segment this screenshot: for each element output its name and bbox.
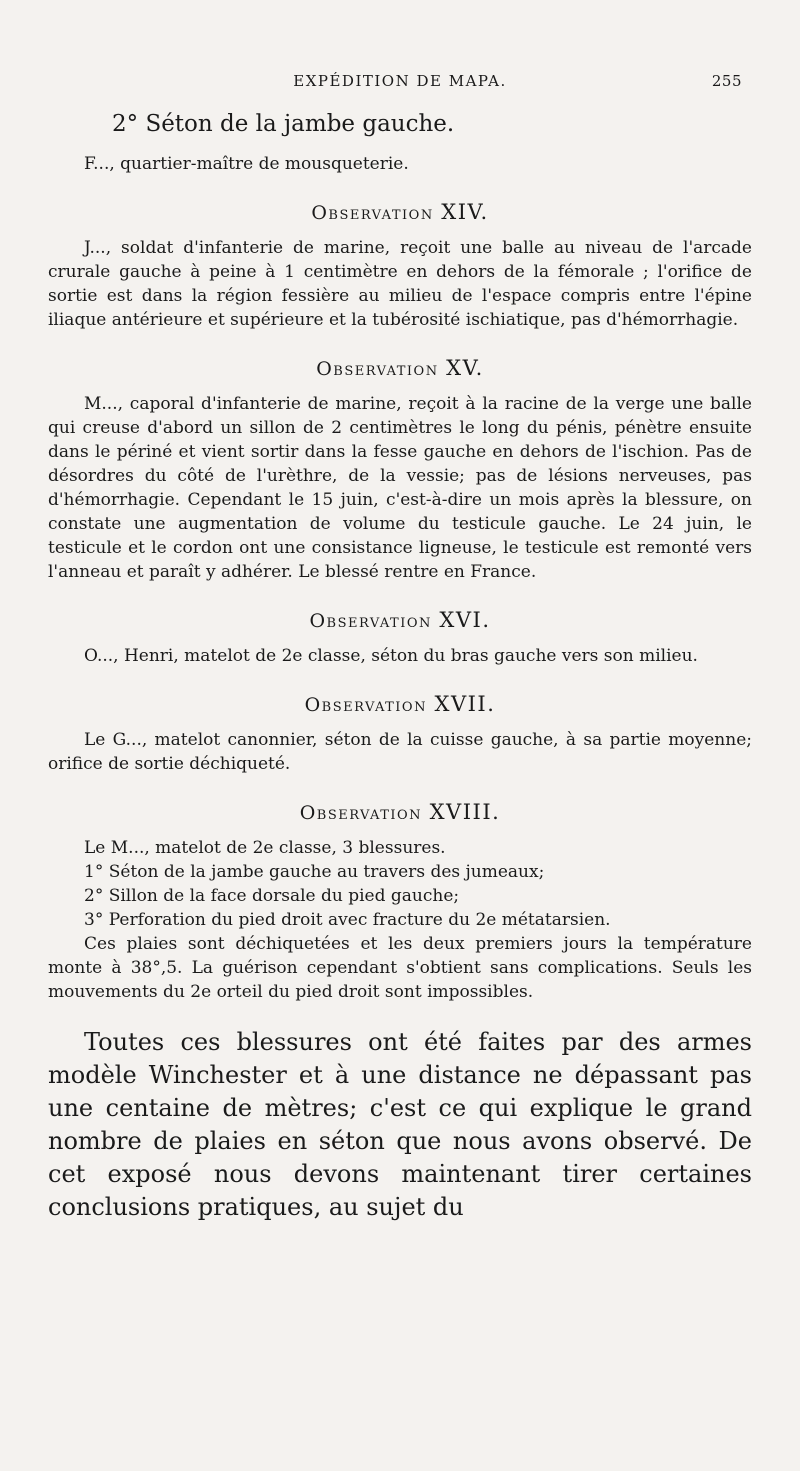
- entry-text: F..., quartier-maître de mousqueterie.: [84, 154, 409, 174]
- page-number: 255: [711, 72, 742, 90]
- observation-text: M..., caporal d'infanterie de marine, reçoit à la racine de la verge une balle qui creuse d'abord un sillon de 2 centimètres le long du pénis, pénètre ensuite dans le périné et vient sortir dans la fesse gauche en dehors de l'ischion. Pas de désordres du côté de l'urèthre, de la vessie; pas de lésions nerveuses, pas d'hémorrhagie. Cependant le 15 juin, c'est-à-dire un mois après la blessure, on constate une augmentation de volume du testicule gauche. Le 24 juin, le testicule et le cordon ont une consistance ligneuse, le testicule est remonté vers l'anneau et paraît y adhérer. Le blessé rentre en France.: [48, 394, 752, 582]
- observation-heading: [48, 608, 752, 632]
- observation-heading: [48, 356, 752, 380]
- observation-label: Observation: [299, 802, 423, 824]
- observation-heading: [48, 800, 752, 824]
- observation-text: J..., soldat d'infanterie de marine, reçoit une balle au niveau de l'arcade crurale gauche à peine à 1 centimètre en dehors de la fémorale ; l'orifice de sortie est dans la région fessière au milieu de l'espace compris entre l'épine iliaque antérieure et supérieure et la tubérosité ischiatique, pas d'hémorrhagie.: [48, 238, 752, 330]
- observation-label: Observation: [316, 358, 439, 380]
- observation-heading: [48, 200, 752, 224]
- section-subhead: 2° Séton de la jambe gauche.: [112, 111, 455, 137]
- observation-number: XVI.: [439, 608, 491, 632]
- observation-label: Observation: [311, 202, 434, 224]
- running-title: EXPÉDITION DE MAPA.: [293, 72, 507, 90]
- observation-heading: [48, 692, 752, 716]
- observation-label: Observation: [304, 694, 427, 716]
- observation-number: XIV.: [441, 200, 489, 224]
- running-head: [48, 70, 752, 96]
- observation-intro: Le M..., matelot de 2e classe, 3 blessures.: [84, 838, 446, 858]
- observation-number: XVIII.: [429, 800, 501, 824]
- observation-text: Le G..., matelot canonnier, séton de la cuisse gauche, à sa partie moyenne; orifice de sortie déchiqueté.: [48, 730, 752, 774]
- observation-text: O..., Henri, matelot de 2e classe, séton du bras gauche vers son milieu.: [84, 646, 698, 666]
- list-item: 2° Sillon de la face dorsale du pied gauche;: [84, 886, 460, 906]
- observation-number: XV.: [446, 356, 484, 380]
- list-item: 1° Séton de la jambe gauche au travers des jumeaux;: [84, 862, 545, 882]
- list-item: 3° Perforation du pied droit avec fracture du 2e métatarsien.: [84, 910, 611, 930]
- observation-label: Observation: [309, 610, 432, 632]
- observation-number: XVII.: [434, 692, 496, 716]
- observation-text: Ces plaies sont déchiquetées et les deux premiers jours la température monte à 38°,5. La guérison cependant s'obtient sans complications. Seuls les mouvements du 2e orteil du pied droit sont impossibles.: [48, 934, 752, 1002]
- conclusion-paragraph: Toutes ces blessures ont été faites par des armes modèle Winchester et à une distance ne dépassant pas une centaine de mètres; c'est ce qui explique le grand nombre de plaies en séton que nous avons observé. De cet exposé nous devons maintenant tirer certaines conclusions pratiques, au sujet du: [48, 1028, 752, 1221]
